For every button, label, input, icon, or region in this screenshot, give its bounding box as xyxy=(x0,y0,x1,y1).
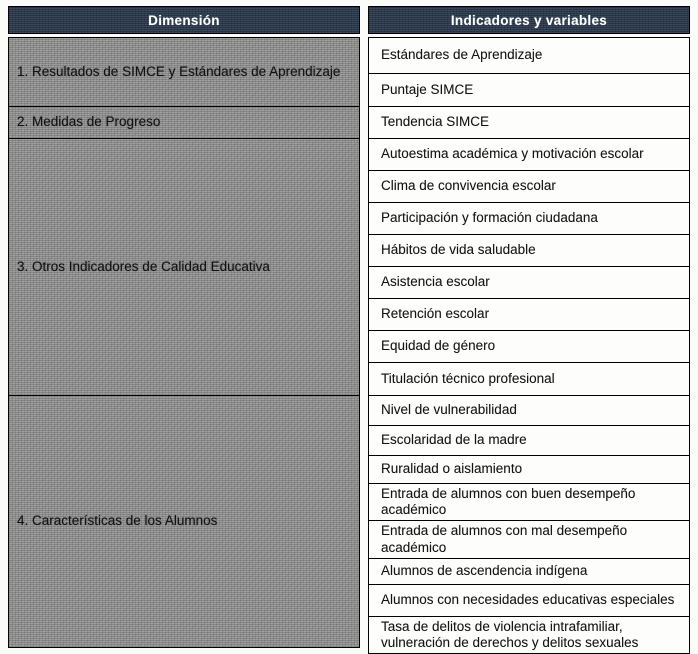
indicator-cell: Tasa de delitos de violencia intrafamiliar, vulneración de derechos y delitos sexuales xyxy=(368,616,690,654)
dimension-cell-3: 3. Otros Indicadores de Calidad Educativa xyxy=(8,138,360,396)
dimension-cell-2: 2. Medidas de Progreso xyxy=(8,106,360,139)
indicator-column xyxy=(368,37,690,654)
indicator-cell: Clima de convivencia escolar xyxy=(368,170,690,203)
dimension-cell-1: 1. Resultados de SIMCE y Estándares de Aprendizaje xyxy=(8,37,360,107)
indicator-cell: Entrada de alumnos con mal desempeño académico xyxy=(368,520,690,558)
indicator-cell: Asistencia escolar xyxy=(368,266,690,299)
indicator-cell: Autoestima académica y motivación escolar xyxy=(368,138,690,171)
indicator-cell: Puntaje SIMCE xyxy=(368,73,690,107)
indicator-cell: Tendencia SIMCE xyxy=(368,106,690,139)
indicator-cell: Ruralidad o aislamiento xyxy=(368,455,690,484)
indicator-cell: Nivel de vulnerabilidad xyxy=(368,395,690,426)
indicator-cell: Hábitos de vida saludable xyxy=(368,234,690,267)
indicator-cell: Alumnos con necesidades educativas especiales xyxy=(368,584,690,617)
indicator-cell: Titulación técnico profesional xyxy=(368,362,690,396)
dimension-column xyxy=(8,37,360,654)
table-header-dimension: Dimensión xyxy=(8,6,360,34)
indicator-cell: Entrada de alumnos con buen desempeño académico xyxy=(368,483,690,521)
dimension-cell-4: 4. Características de los Alumnos xyxy=(8,395,360,648)
indicator-cell: Retención escolar xyxy=(368,298,690,331)
indicator-cell: Participación y formación ciudadana xyxy=(368,202,690,235)
table-header-indicators: Indicadores y variables xyxy=(368,6,690,34)
indicator-cell: Estándares de Aprendizaje xyxy=(368,37,690,74)
indicator-cell: Equidad de género xyxy=(368,330,690,363)
indicator-cell: Alumnos de ascendencia indígena xyxy=(368,558,690,585)
indicator-cell: Escolaridad de la madre xyxy=(368,425,690,456)
table-body xyxy=(8,37,690,654)
table-header-row xyxy=(8,6,690,34)
